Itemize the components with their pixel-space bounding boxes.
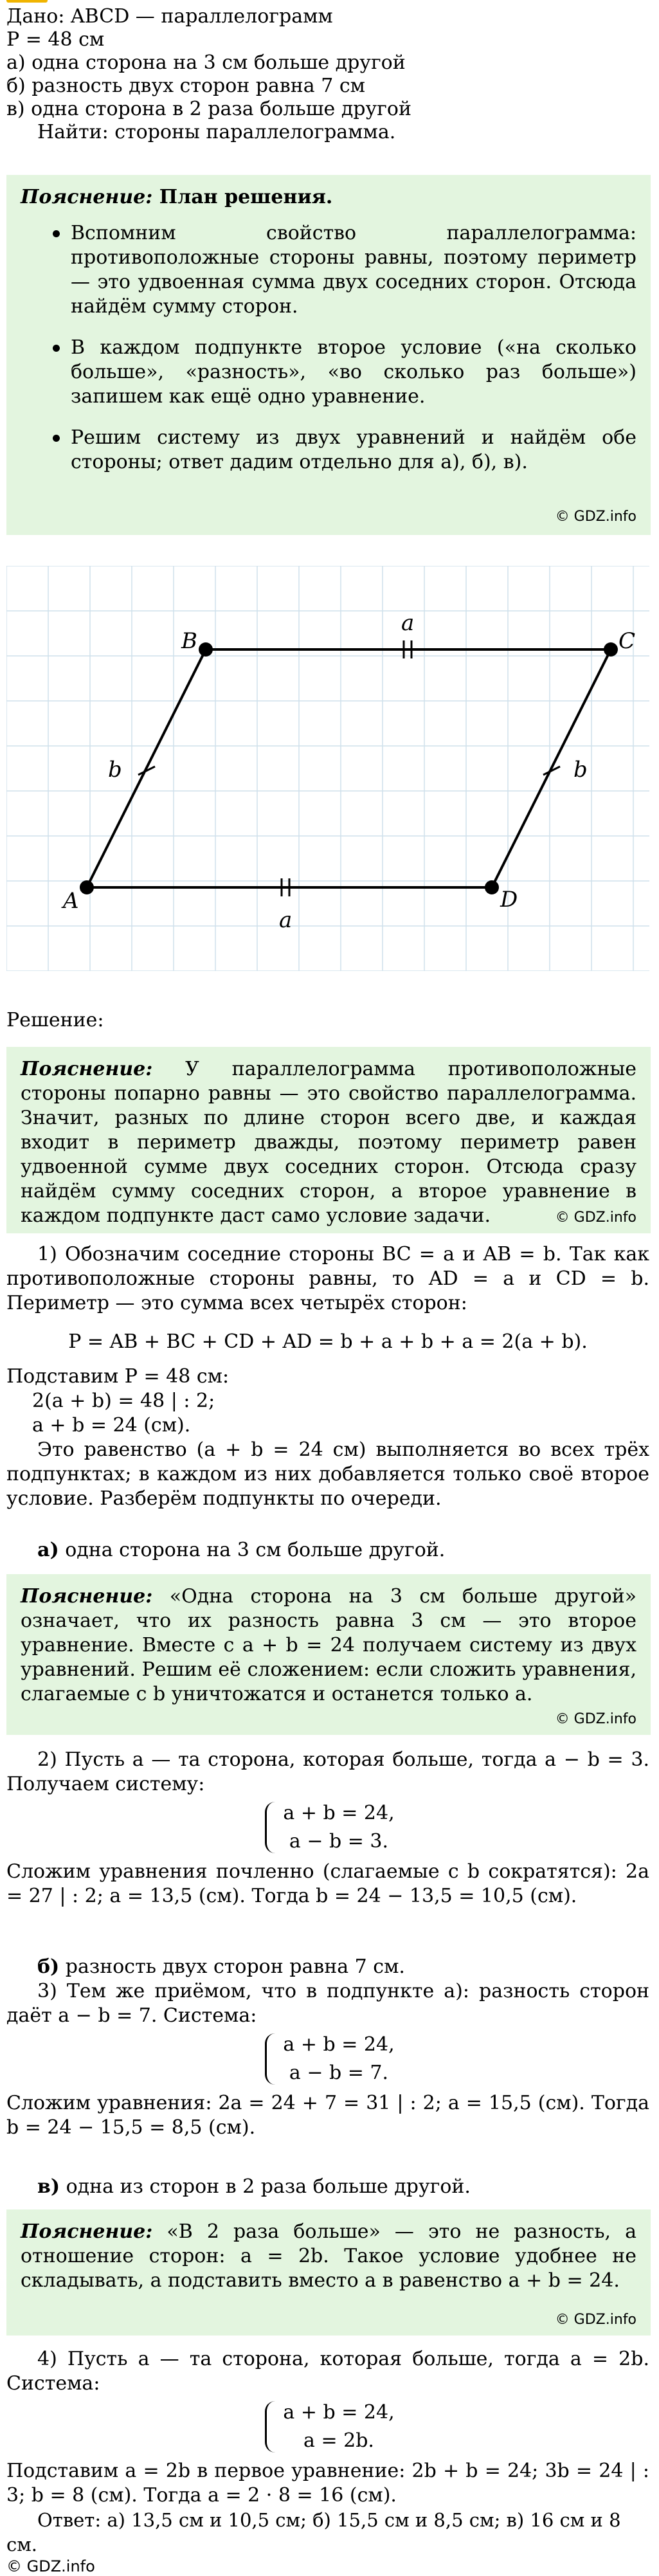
part-c-title	[6, 2175, 649, 2199]
equal-marks	[138, 640, 560, 896]
vertex-label-b: B	[181, 628, 197, 654]
vertex-b-point	[199, 642, 213, 657]
part-a-result: Сложим уравнения почленно (слагаемые с b сократятся): 2a = 27 | : 2; a = 13,5 (см). Тогда b = 24 − 13,5 = 10,5 (см).	[6, 1860, 649, 1907]
part-a-system	[261, 1799, 394, 1856]
side-label-left: b	[108, 757, 122, 783]
part-c-text: 4) Пусть a — та сторона, которая больше, тогда a = 2b. Система:	[6, 2348, 649, 2395]
part-a-title-text: одна сторона на 3 см больше другой.	[65, 1539, 446, 1561]
box2-credit: © GDZ.info	[555, 1210, 636, 1226]
part-a-title	[6, 1538, 649, 1563]
part-b-title-text: разность двух сторон равна 7 см.	[65, 1955, 405, 1978]
part-b-mark: б)	[37, 1955, 60, 1978]
part-c-solution	[6, 2347, 649, 2576]
step1-block	[6, 1242, 649, 1511]
part-b-solution	[6, 1955, 649, 2140]
part-a-box-text: «Одна сторона на 3 см больше другой» означает, что их разность равна 3 см — это второе уравнение. Вместе с a + b = 24 получаем систему из двух уравнений. Решим её сложением: если сложить уравнения, слагаемые с b уничтожатся и останется только a.	[21, 1585, 636, 1705]
plan-head-title: План решения.	[159, 186, 333, 208]
part-a-explanation-box	[6, 1574, 651, 1735]
step1-text: 1) Обозначим соседние стороны BC = a и AB = b. Так как противоположные стороны равны, то AD = a и CD = b. Периметр — это сумма всех четырёх сторон:	[6, 1243, 649, 1314]
parallelogram-shape	[87, 649, 611, 887]
step1-equation-1: 2(a + b) = 48 | : 2;	[32, 1390, 215, 1412]
side-label-top: a	[401, 610, 415, 636]
plan-bullet: Вспомним свойство параллелограмма: противоположные стороны равны, поэтому периметр — это удвоенная сумма двух соседних сторон. Отсюда найдём сумму сторон.	[21, 221, 636, 319]
box2-text: У параллелограмма противоположные стороны попарно равны — это свойство параллелограмма. Значит, разных по длине сторон всего две, и каждая входит в периметр дважды, поэтому периметр равен удвоенной сумме двух соседних сторон. Отсюда сразу найдём сумму соседних сторон, а второе уравнение в каждом подпункте даст само условие задачи.	[21, 1058, 636, 1227]
part-c-box-text: «В 2 раза больше» — это не разность, а отношение сторон: a = 2b. Такое условие удобнее не складывать, а подставить вместо a в равенство a + b = 24.	[21, 2220, 636, 2292]
part-c-system	[261, 2399, 394, 2455]
grid-background	[6, 566, 649, 971]
footer-credit: © GDZ.info	[6, 2557, 95, 2575]
part-a-system-eq: a − b = 3.	[289, 1830, 389, 1853]
part-a-box-credit: © GDZ.info	[555, 1711, 636, 1727]
part-b-title	[6, 1955, 649, 1979]
step1-substitution: Подставим P = 48 см:	[6, 1365, 230, 1388]
given-line: P = 48 см	[6, 28, 105, 51]
part-b-system-eq: a + b = 24,	[283, 2033, 395, 2056]
part-a-mark: а)	[37, 1539, 59, 1561]
part-c-mark: в)	[37, 2175, 60, 2198]
vertex-d-point	[485, 880, 499, 894]
vertex-label-a: A	[63, 888, 79, 914]
part-a-solution	[6, 1748, 649, 1909]
given-line: б) разность двух сторон равна 7 см	[6, 75, 365, 97]
part-c-system-eq: a + b = 24,	[283, 2401, 395, 2424]
given-line: в) одна сторона в 2 раза больше другой	[6, 98, 411, 120]
step1-equation-2: a + b = 24 (см).	[32, 1414, 191, 1437]
plan-head-label: Пояснение:	[21, 186, 153, 208]
vertex-c-point	[604, 642, 618, 657]
given-find-line: Найти: стороны параллелограмма.	[37, 121, 396, 143]
side-label-right: b	[573, 757, 588, 783]
vertex-label-d: D	[500, 887, 518, 912]
part-c-explanation-box	[6, 2209, 651, 2336]
part-a-system-eq: a + b = 24,	[283, 1802, 395, 1824]
property-explanation-box	[6, 1047, 651, 1233]
vertex-label-c: C	[618, 628, 636, 654]
plan-credit: © GDZ.info	[555, 509, 636, 525]
part-b-system-eq: a − b = 7.	[289, 2062, 389, 2084]
part-b-system	[261, 2031, 394, 2087]
parallelogram-drawing	[6, 566, 649, 971]
solution-label: Решение:	[6, 1009, 104, 1031]
plan-bullet: В каждом подпункте второе условие («на сколько больше», «разность», «во сколько раз больше») запишем как ещё одно уравнение.	[21, 336, 636, 409]
part-c-title-text: одна из сторон в 2 раза больше другой.	[66, 2175, 471, 2198]
part-b-text: 3) Тем же приёмом, что в подпункте а): разность сторон даёт a − b = 7. Система:	[6, 1980, 649, 2027]
box2-head-label: Пояснение:	[21, 1058, 153, 1080]
vertex-a-point	[80, 880, 94, 894]
given-line: Дано: ABCD — параллелограмм	[6, 5, 333, 28]
part-c-box-credit: © GDZ.info	[555, 2312, 636, 2328]
plan-explanation-box	[6, 175, 651, 535]
perimeter-formula: P = AB + BC + CD + AD = b + a + b + a = 2(a + b).	[68, 1330, 588, 1353]
part-a-text: 2) Пусть a — та сторона, которая больше, тогда a − b = 3. Получаем систему:	[6, 1748, 649, 1795]
given-line: а) одна сторона на 3 см больше другой	[6, 51, 406, 74]
top-badge	[6, 0, 48, 3]
part-c-box-head: Пояснение:	[21, 2220, 153, 2243]
part-a-box-head: Пояснение:	[21, 1585, 153, 1608]
part-c-system-eq: a = 2b.	[303, 2429, 374, 2452]
side-label-bottom: a	[279, 907, 293, 933]
plan-bullet: Решим систему из двух уравнений и найдём обе стороны; ответ дадим отдельно для а), б), в).	[21, 426, 636, 475]
part-c-result: Подставим a = 2b в первое уравнение: 2b + b = 24; 3b = 24 | : 3; b = 8 (см). Тогда a = 2 · 8 = 16 (см).	[6, 2460, 649, 2507]
plan-bullet-list	[21, 221, 636, 475]
given-block	[6, 5, 649, 144]
part-b-result: Сложим уравнения: 2a = 24 + 7 = 31 | : 2; a = 15,5 (см). Тогда b = 24 − 15,5 = 8,5 (см).	[6, 2092, 649, 2139]
final-answer: Ответ: а) 13,5 см и 10,5 см; б) 15,5 см и 8,5 см; в) 16 см и 8 см.	[6, 2509, 621, 2555]
step1-note: Это равенство (a + b = 24 см) выполняется во всех трёх подпунктах; в каждом из них добавляется только своё второе условие. Разберём подпункты по очереди.	[6, 1438, 649, 1510]
